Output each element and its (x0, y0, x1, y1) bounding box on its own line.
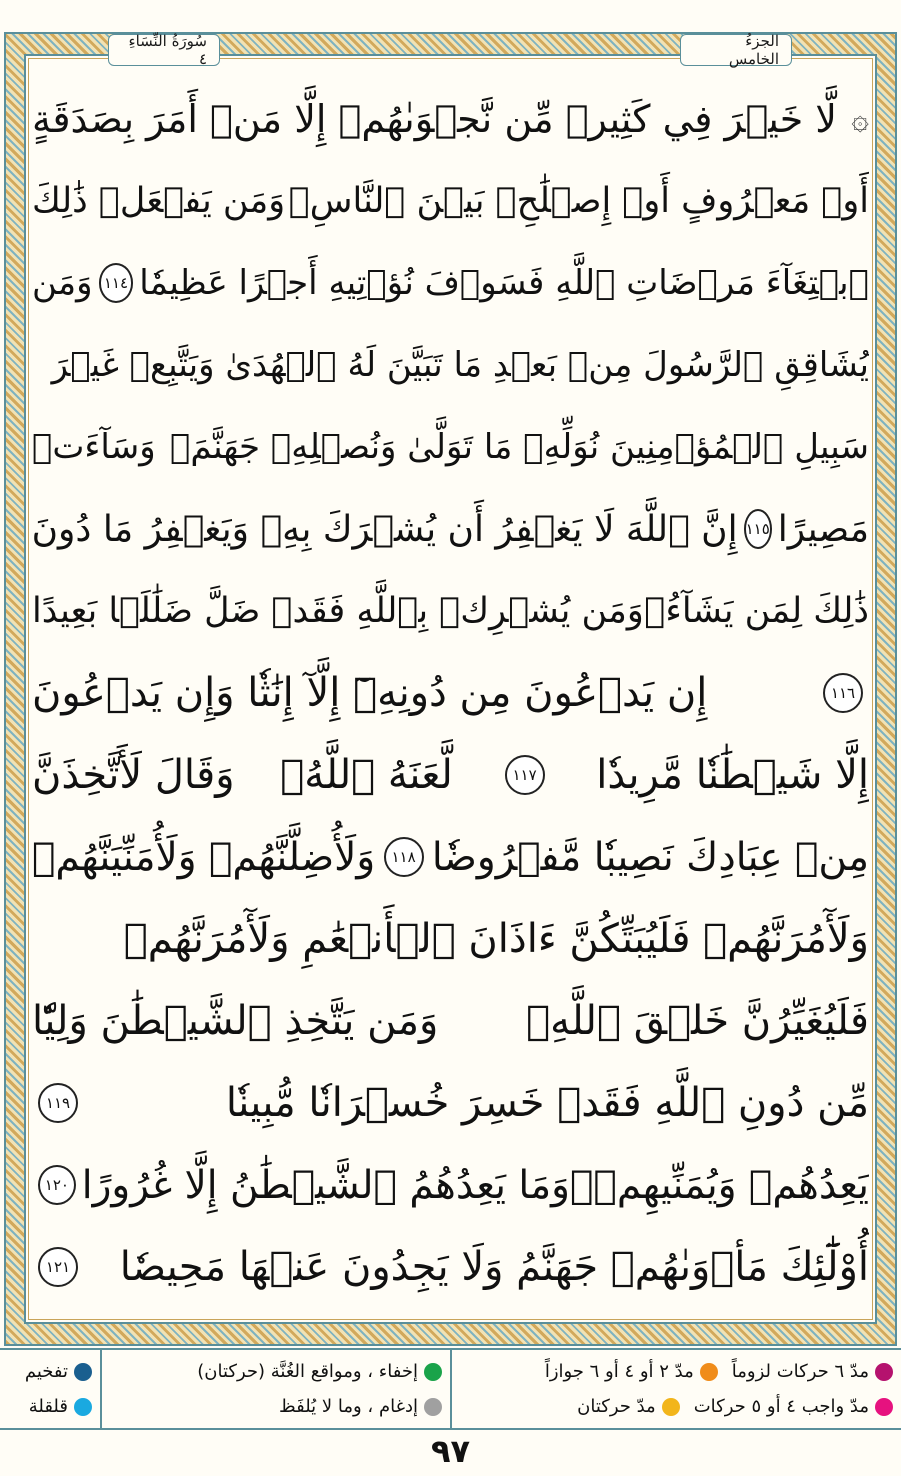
color-dot-icon (875, 1398, 893, 1416)
legend-item (732, 1361, 893, 1382)
verse-text: أُوْلَٰٓئِكَ مَأۡوَىٰهُمۡ جَهَنَّمُ وَلَا يَجِدُونَ عَنۡهَا مَحِيصٗا (119, 1244, 869, 1290)
legend-item (545, 1361, 718, 1382)
verse-line (32, 734, 869, 816)
verse-text: لَّعَنَهُ ٱللَّهُۘ (280, 752, 453, 798)
legend-row (460, 1361, 893, 1382)
color-dot-icon (424, 1363, 442, 1381)
verse-line (32, 1226, 869, 1308)
legend-item (577, 1396, 680, 1417)
verse-line (32, 78, 869, 160)
verse-line (32, 406, 869, 488)
verse-text: وَلَأُضِلَّنَّهُمۡ وَلَأُمَنِّيَنَّهُمۡ (32, 834, 376, 880)
verse-line (32, 570, 869, 652)
legend-item (8, 1396, 92, 1417)
surah-label: سُورَةُ النِّسَاءِ ٤ (108, 34, 220, 66)
verse-line (32, 160, 869, 242)
color-dot-icon (74, 1363, 92, 1381)
page-number: ٩٧ (430, 1432, 471, 1470)
ayah-number-marker: ١١٩ (38, 1083, 78, 1123)
ayah-number-marker: ١١٤ (99, 263, 134, 303)
verse-text: مَصِيرًا (777, 508, 869, 550)
legend-item (694, 1396, 893, 1417)
legend-item (110, 1396, 442, 1417)
legend-label: إخفاء ، ومواقع الغُنَّة (حركتان) (197, 1361, 418, 1382)
verse-line (32, 1144, 869, 1226)
tajweed-legend (0, 1348, 901, 1430)
legend-column-ghunna (100, 1350, 452, 1428)
legend-item (8, 1361, 92, 1382)
verse-text: أَوۡ مَعۡرُوفٍ أَوۡ إِصۡلَٰحِۭ بَيۡنَ ٱلنَّاسِۚ (288, 181, 869, 221)
ayah-number-marker: ١١٥ (744, 509, 772, 549)
ayah-number-marker: ١١٨ (384, 837, 424, 877)
ayah-number-marker: ١٢١ (38, 1247, 78, 1287)
verse-text: وَقَالَ لَأَتَّخِذَنَّ (32, 752, 235, 798)
verse-line (32, 324, 869, 406)
legend-item (110, 1361, 442, 1382)
verse-text: ٱبۡتِغَآءَ مَرۡضَاتِ ٱللَّهِ فَسَوۡفَ نُؤۡتِيهِ أَجۡرًا عَظِيمٗا (139, 263, 869, 303)
legend-label: مدّ ٦ حركات لزوماً (731, 1361, 869, 1382)
verse-text: وَمَن يَتَّخِذِ ٱلشَّيۡطَٰنَ وَلِيّٗا (32, 998, 439, 1044)
verse-text: يَعِدُهُمۡ وَيُمَنِّيهِمۡۖ (570, 1162, 869, 1208)
color-dot-icon (700, 1363, 718, 1381)
verse-line (32, 488, 869, 570)
legend-column-madd (452, 1350, 901, 1428)
verse-line (32, 816, 869, 898)
verse-text: وَمَن يَفۡعَلۡ ذَٰلِكَ (32, 181, 286, 221)
hizb-star-icon: ۞ (851, 101, 869, 137)
legend-row (460, 1396, 893, 1417)
color-dot-icon (662, 1398, 680, 1416)
verse-text: وَمَن يُشۡرِكۡ بِٱللَّهِ فَقَدۡ ضَلَّ ضَلَٰلَۢا بَعِيدًا (32, 591, 644, 631)
legend-label: تفخيم (24, 1361, 68, 1382)
verse-text: وَسَآءَتۡ (32, 427, 156, 467)
juz-label: الجزءُ الخامس (680, 34, 792, 66)
verse-text: مِّن دُونِ ٱللَّهِ فَقَدۡ خَسِرَ خُسۡرَانٗا مُّبِينٗا (225, 1080, 869, 1126)
verse-text: يُشَاقِقِ ٱلرَّسُولَ مِنۢ بَعۡدِ مَا تَبَيَّنَ لَهُ ٱلۡهُدَىٰ وَيَتَّبِعۡ غَيۡرَ (51, 345, 869, 385)
verse-text: مِنۡ عِبَادِكَ نَصِيبٗا مَّفۡرُوضٗا (431, 834, 869, 880)
color-dot-icon (424, 1398, 442, 1416)
verse-text: إِن يَدۡعُونَ مِن دُونِهِۦٓ إِلَّآ إِنَٰثٗا وَإِن يَدۡعُونَ (32, 670, 708, 716)
verse-line (32, 652, 869, 734)
legend-column-tafkhim (0, 1350, 100, 1428)
ayah-number-marker: ١١٧ (505, 755, 545, 795)
color-dot-icon (875, 1363, 893, 1381)
legend-label: مدّ واجب ٤ أو ٥ حركات (693, 1396, 869, 1417)
legend-label: مدّ حركتان (577, 1396, 656, 1417)
verse-line (32, 980, 869, 1062)
verse-text: وَلَأٓمُرَنَّهُمۡ فَلَيُبَتِّكُنَّ ءَاذَانَ ٱلۡأَنۡعَٰمِ وَلَأٓمُرَنَّهُمۡ (123, 916, 869, 962)
verse-text: لَّا خَيۡرَ فِي كَثِيرٖ مِّن نَّجۡوَىٰهُمۡ إِلَّا مَنۡ أَمَرَ بِصَدَقَةٍ (32, 97, 837, 141)
verse-text: سَبِيلِ ٱلۡمُؤۡمِنِينَ نُوَلِّهِۦ مَا تَوَلَّىٰ وَنُصۡلِهِۦ جَهَنَّمَۖ (170, 427, 869, 467)
verse-text: وَمَا يَعِدُهُمُ ٱلشَّيۡطَٰنُ إِلَّا غُرُورًا (81, 1162, 571, 1208)
color-dot-icon (74, 1398, 92, 1416)
ayah-number-marker: ١١٦ (823, 673, 863, 713)
legend-label: قلقلة (28, 1396, 68, 1417)
ayah-number-marker: ١٢٠ (38, 1165, 76, 1205)
verse-line (32, 242, 869, 324)
verse-text: إِلَّا شَيۡطَٰنٗا مَّرِيدٗا (596, 752, 869, 798)
verse-text: ذَٰلِكَ لِمَن يَشَآءُۚ (644, 591, 869, 631)
quran-text (32, 78, 869, 1308)
verse-line (32, 1062, 869, 1144)
verse-text: إِنَّ ٱللَّهَ لَا يَغۡفِرُ أَن يُشۡرَكَ بِهِۦ وَيَغۡفِرُ مَا دُونَ (32, 508, 738, 550)
legend-label: إدغام ، وما لا يُلفَظ (279, 1396, 418, 1417)
legend-label: مدّ ٢ أو ٤ أو ٦ جوازاً (544, 1361, 694, 1382)
verse-line (32, 898, 869, 980)
verse-text: فَلَيُغَيِّرُنَّ خَلۡقَ ٱللَّهِۚ (526, 998, 869, 1044)
verse-text: وَمَن (32, 263, 93, 303)
